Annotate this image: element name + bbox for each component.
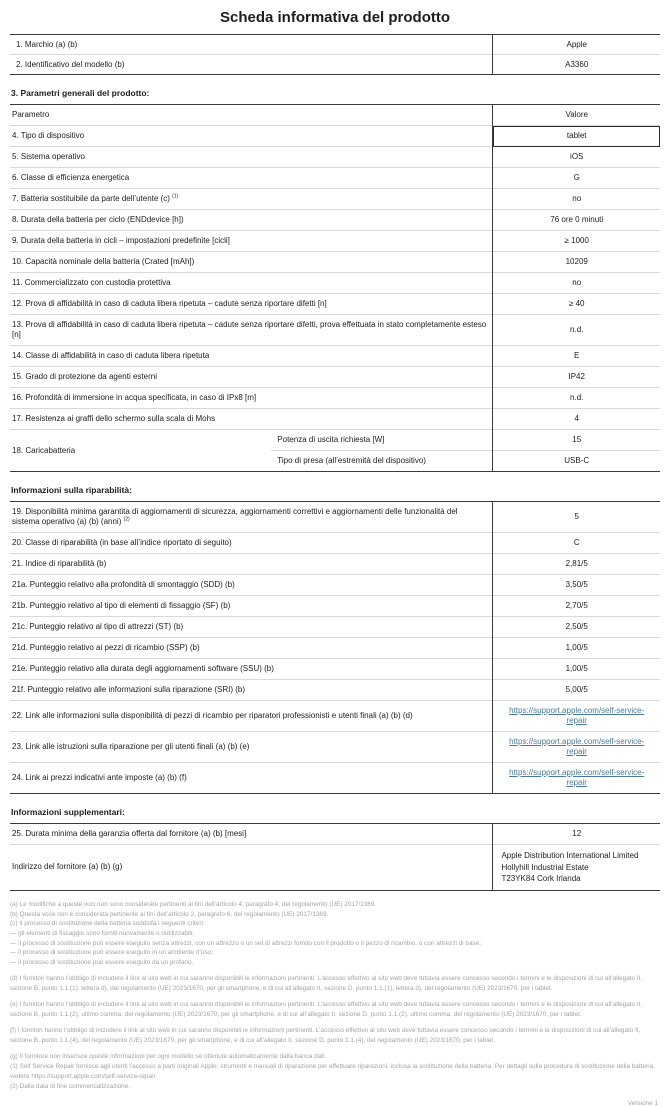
param-label: 22. Link alle informazioni sulla disponibilità di pezzi di ricambio per riparatori professionisti e utenti finali (a) (b) (d) <box>10 701 493 732</box>
table-row <box>10 409 660 430</box>
supplier-address <box>493 845 660 891</box>
table-row <box>10 575 660 596</box>
param-label: 13. Prova di affidabilità in caso di caduta libera ripetuta – cadute senza riportare difetti, prova effettuata in stato completamente esteso [n] <box>10 315 493 346</box>
table-row <box>10 659 660 680</box>
table-row <box>10 35 660 55</box>
param-value: 3,50/5 <box>493 575 660 596</box>
table-row <box>10 367 660 388</box>
param-label: 24. Link ai prezzi indicativi ante imposte (a) (b) (f) <box>10 763 493 794</box>
param-label: 15. Grado di protezione da agenti esterni <box>10 367 493 388</box>
footnote-ref: (2) <box>123 516 130 523</box>
self-service-repair-link[interactable]: https://support.apple.com/self-service-repair <box>509 768 645 787</box>
param-label: 21f. Punteggio relativo alle informazioni sulla riparazione (SRI) (b) <box>10 680 493 701</box>
param-value: ≥ 40 <box>493 294 660 315</box>
footnote: (a) Le modifiche a queste voci non sono considerate pertinenti ai fini dell’articolo 4, paragrafo 4, del regolamento (UE) 2017/1369. <box>10 900 377 908</box>
table-row <box>10 502 660 533</box>
footnote: (g) Il fornitore non inserisce queste informazioni per ogni modello se ottenute automaticamente dalla banca dati. <box>10 1053 327 1061</box>
param-value: ≥ 1000 <box>493 231 660 252</box>
table-row <box>10 701 660 732</box>
self-service-repair-link[interactable]: https://support.apple.com/self-service-repair <box>509 737 645 756</box>
param-value: A3360 <box>493 55 660 75</box>
footnote: — il processo di sostituzione può essere eseguito da un profano. <box>10 959 194 967</box>
param-value: iOS <box>493 147 660 168</box>
footnote: — il processo di sostituzione può essere eseguito senza attrezzi, con un attrezzo o un set di attrezzi fornito con il prodotto o il pezzo di ricambio, o con attrezzi di base; <box>10 939 482 947</box>
param-value: G <box>493 168 660 189</box>
table-row <box>10 824 660 845</box>
param-label: 6. Classe di efficienza energetica <box>10 168 493 189</box>
param-value: 12 <box>572 829 582 838</box>
param-value: no <box>493 189 660 210</box>
footnote: — gli elementi di fissaggio sono forniti nuovamente o riutilizzabili; <box>10 929 194 937</box>
device-type-value-box: tablet <box>493 126 660 147</box>
charger-subparam-label: Tipo di presa (all’estremità del dispositivo) <box>271 451 493 472</box>
param-label: 10. Capacità nominale della batteria (Crated [mAh]) <box>10 252 493 273</box>
footnote: (b) Questa voce non è considerata pertinente ai fini dell’articolo 2, paragrafo 6, del regolamento (UE) 2017/1369. <box>10 910 329 918</box>
param-label: 21. Indice di riparabilità (b) <box>10 554 493 575</box>
table-row <box>10 763 660 794</box>
param-label: 8. Durata della batteria per ciclo (ENDdevice [h]) <box>10 210 493 231</box>
table-row <box>10 617 660 638</box>
column-header-value: Valore <box>565 110 588 119</box>
table-row <box>10 126 660 147</box>
supplier-address-line: Hollyhill Industrial Estate <box>501 862 589 872</box>
repairability-table <box>10 501 660 794</box>
page-title: Scheda informativa del prodotto <box>219 9 451 26</box>
param-value: 15 <box>493 430 660 451</box>
footnote-ref: (1) <box>172 193 179 200</box>
param-value: n.d. <box>493 388 660 409</box>
param-value: 4 <box>493 409 660 430</box>
param-label: 11. Commercializzato con custodia protettiva <box>10 273 493 294</box>
footnote: (d) I fornitori hanno l’obbligo di includere il link al sito web in cui saranno disponibili le informazioni pertinenti. L’accesso effettivo al sito web deve tuttavia essere concesso secondo i termini e le disposizioni di cui all’allegato II, sezione B, punto 1.1.(1), lettera d), del regolamento (UE) 2023/1670, per gli smartphone, e di cui all’allegato II, sezione D, punto 1.1.(1), lettera d), del regolamento (UE) 2023/1670, per i tablet. <box>10 975 643 993</box>
supplier-address-line: Apple Distribution International Limited <box>501 851 639 860</box>
param-label: 9. Durata della batteria in cicli – impostazioni predefinite [cicli] <box>10 231 493 252</box>
footnotes-block <box>10 900 660 1091</box>
param-label: 21a. Punteggio relativo alla profondità di smontaggio (SDD) (b) <box>10 575 493 596</box>
param-value: 5 <box>574 512 579 521</box>
param-value: 1,00/5 <box>493 659 660 680</box>
param-value: 2,70/5 <box>493 596 660 617</box>
param-value: E <box>493 346 660 367</box>
table-row <box>10 294 660 315</box>
param-label: 1. Marchio (a) (b) <box>10 35 493 55</box>
param-label: 5. Sistema operativo <box>10 147 493 168</box>
section-heading-general: 3. Parametri generali del prodotto: <box>11 88 150 98</box>
table-row <box>10 680 660 701</box>
param-label: Indirizzo del fornitore (a) (b) (g) <box>10 845 493 891</box>
table-row <box>10 533 660 554</box>
table-row <box>10 210 660 231</box>
column-header-param: Parametro <box>10 105 493 126</box>
footnote: — il processo di sostituzione può essere eseguito in un ambiente d’uso; <box>10 949 213 957</box>
param-value: 2,81/5 <box>493 554 660 575</box>
param-value: n.d. <box>493 315 660 346</box>
general-parameters-table <box>10 104 660 472</box>
param-value: 5,00/5 <box>493 680 660 701</box>
param-value: C <box>493 533 660 554</box>
charger-row <box>10 430 660 451</box>
param-label: 21d. Punteggio relativo ai pezzi di ricambio (SSP) (b) <box>10 638 493 659</box>
param-label: 2. Identificativo del modello (b) <box>10 55 493 75</box>
table-row <box>10 147 660 168</box>
param-label: 4. Tipo di dispositivo <box>10 126 493 147</box>
supplier-address-row <box>10 845 660 891</box>
param-value: 1,00/5 <box>493 638 660 659</box>
param-value: IP42 <box>493 367 660 388</box>
param-label: 16. Profondità di immersione in acqua specificata, in caso di IPx8 [m] <box>10 388 493 409</box>
table-row <box>10 231 660 252</box>
table-row <box>10 252 660 273</box>
table-row <box>10 55 660 75</box>
footnote: (f) I fornitori hanno l’obbligo di includere il link al sito web in cui saranno disponibili le informazioni pertinenti. L’accesso effettivo al sito web deve tuttavia essere concesso secondo i termini e le disposizioni di cui all’allegato II, sezione B, punto 1.1.(4), del regolamento (UE) 2023/1670, per gli smartphone, e di cui all’allegato II, sezione D, punto 1.1.(4), del regolamento (UE) 2023/1670, per i tablet. <box>10 1027 641 1045</box>
table-row <box>10 388 660 409</box>
param-label: 12. Prova di affidabilità in caso di caduta libera ripetuta – cadute senza riportare difetti [n] <box>10 294 493 315</box>
param-value: 76 ore 0 minuti <box>493 210 660 231</box>
footnote: (c) Il processo di sostituzione della batteria soddisfa i seguenti criteri: <box>10 920 205 928</box>
param-value: 10209 <box>493 252 660 273</box>
supplementary-table <box>10 823 660 891</box>
charger-subparam-label: Potenza di uscita richiesta [W] <box>271 430 493 451</box>
footnote: (2) Dalla data di fine commercializzazione. <box>10 1082 131 1090</box>
param-label: 21e. Punteggio relativo alla durata degli aggiornamenti software (SSU) (b) <box>10 659 493 680</box>
table-row <box>10 638 660 659</box>
param-value <box>493 732 660 763</box>
table-row <box>10 189 660 210</box>
table-row <box>10 273 660 294</box>
param-label: 19. Disponibilità minima garantita di aggiornamenti di sicurezza, aggiornamenti correttivi e aggiornamenti delle funzionalità del sistema operativo (a) (b) (anni) $^{(2)}$ <box>10 502 493 533</box>
param-label: 18. Caricabatteria <box>10 430 271 472</box>
section-heading-repairability: Informazioni sulla riparabilità: <box>11 485 132 495</box>
param-label: 20. Classe di riparabilità (in base all’indice riportato di seguito) <box>10 533 493 554</box>
param-label: 21b. Punteggio relativo al tipo di elementi di fissaggio (SF) (b) <box>10 596 493 617</box>
param-value: Apple <box>566 39 587 49</box>
identification-table <box>10 34 660 75</box>
param-label: 23. Link alle istruzioni sulla riparazione per gli utenti finali (a) (b) (e) <box>10 732 493 763</box>
param-label: 17. Resistenza ai graffi dello schermo sulla scala di Mohs <box>10 409 493 430</box>
table-header-row <box>10 105 660 126</box>
param-label: 7. Batteria sostituibile da parte dell’utente (c) $^{(1)}$ <box>10 189 493 210</box>
footnote: (e) I fornitori hanno l’obbligo di includere il link al sito web in cui saranno disponibili le informazioni pertinenti. L’accesso effettivo al sito web deve tuttavia essere concesso secondo i termini e le disposizioni di cui all’allegato II, sezione B, punto 1.1.(2), ultimo comma, del regolamento (UE) 2023/1670, per gli smartphone, e di cui all’allegato II, sezione D, punto 1.1.(2), ultimo comma, del regolamento (UE) 2023/1670, per i tablet. <box>10 1001 643 1019</box>
section-heading-supplementary: Informazioni supplementari: <box>11 807 125 817</box>
supplier-address-line: T23YK84 Cork Irlanda <box>501 874 581 884</box>
table-row <box>10 346 660 367</box>
param-value: 2,50/5 <box>493 617 660 638</box>
table-row <box>10 315 660 346</box>
param-value: USB-C <box>493 451 660 472</box>
param-value: no <box>493 273 660 294</box>
param-label: 25. Durata minima della garanzia offerta dal fornitore (a) (b) [mesi] <box>10 824 493 845</box>
table-row <box>10 554 660 575</box>
version-label: Versione 1 <box>627 1100 658 1107</box>
table-row <box>10 596 660 617</box>
table-row <box>10 168 660 189</box>
footnote: (1) Self Service Repair fornisce agli utenti l’accesso a parti originali Apple, strumenti e manuali di riparazione per effettuare riparazioni, inclusa la sostituzione della batteria. Per dettagli sulla procedura di sostituzione della batteria, vedere https://support.apple.com/self-service-repair. <box>10 1063 655 1080</box>
param-value <box>493 763 660 794</box>
self-service-repair-link[interactable]: https://support.apple.com/self-service-repair <box>509 706 645 725</box>
param-label: 21c. Punteggio relativo al tipo di attrezzi (ST) (b) <box>10 617 493 638</box>
param-value <box>493 701 660 732</box>
table-row <box>10 732 660 763</box>
param-label: 14. Classe di affidabilità in caso di caduta libera ripetuta <box>10 346 493 367</box>
